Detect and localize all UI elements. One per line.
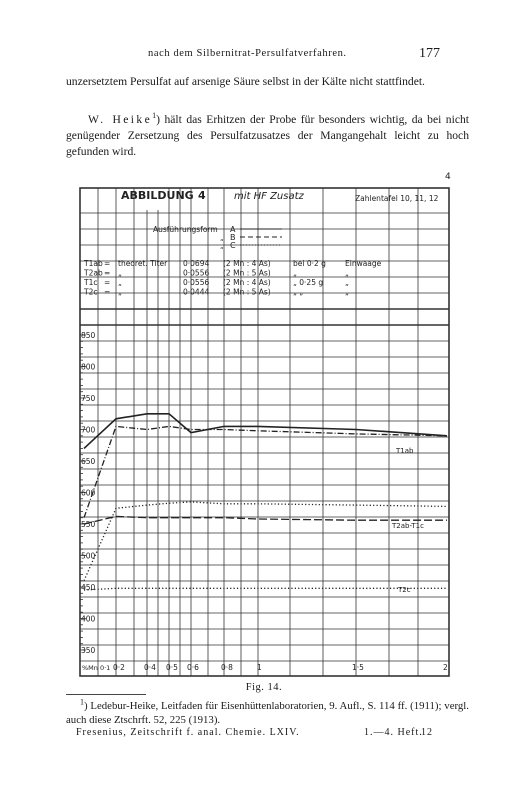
- figure-title-number: 4: [198, 189, 206, 202]
- legend-cell: „ „: [293, 287, 304, 297]
- figure-title: ABBILDUNG: [121, 189, 194, 202]
- legend-cell: =: [104, 268, 111, 278]
- x-tick-label: 0·4: [144, 663, 156, 672]
- y-tick-label: 800: [81, 362, 96, 372]
- issue-label: 1.—4. Heft.: [364, 727, 423, 738]
- x-tick-label: 0·2: [113, 663, 125, 672]
- curve-label-t2ab-t1c: T2ab-T1c: [392, 522, 424, 530]
- form-label: Ausführungsform: [153, 225, 218, 234]
- x-tick-label: 2: [443, 663, 448, 672]
- series-line: [84, 588, 447, 590]
- y-tick-label: 850: [81, 331, 96, 340]
- curve-label-t1ab: T1ab: [396, 447, 414, 455]
- ditto-b: „: [220, 234, 224, 242]
- x-tick-label: 0·5: [166, 663, 178, 672]
- x-tick-label: 0·8: [221, 663, 233, 672]
- page-number: 177: [419, 46, 440, 61]
- paragraph-2-text: ) hält das Erhitzen der Probe für besonders wichtig, da bei nicht genügender Zersetzung des Persulfatzusatzes der Mangangehalt leicht zu hoch gefunden wird.: [66, 113, 469, 159]
- legend-cell: T1c: [84, 278, 98, 287]
- legend-cell: „: [293, 268, 297, 278]
- legend-cell: „: [118, 268, 122, 278]
- legend-cell: =: [104, 287, 111, 297]
- y-tick-label: 550: [81, 520, 96, 529]
- table-reference: Zahlentafel 10, 11, 12: [355, 194, 439, 203]
- corner-mark: 4: [445, 172, 451, 182]
- legend-cell: =: [104, 278, 111, 287]
- figure-caption: Fig. 14.: [245, 682, 283, 693]
- figure-legend-block: [83, 172, 451, 297]
- footnote-ref: 1: [152, 111, 157, 121]
- legend-cell: bei 0·2 g: [293, 259, 326, 268]
- legend-cell: „ 0·25 g: [293, 278, 324, 287]
- ditto-c: „: [220, 242, 224, 250]
- x-tick-label: 0·6: [187, 663, 199, 672]
- form-b: B: [230, 233, 236, 242]
- legend-cell: T2c: [84, 287, 98, 297]
- journal-line: Fresenius, Zeitschrift f. anal. Chemie. LXIV.: [76, 727, 300, 738]
- running-title: nach dem Silbernitrat-Persulfatverfahren.: [148, 48, 347, 59]
- legend-cell: Einwaage: [345, 259, 382, 268]
- y-tick-label: 450: [81, 583, 96, 592]
- author-name: W. Heike: [88, 113, 153, 126]
- x-tick-label: 1: [257, 663, 262, 672]
- y-tick-label: 650: [81, 457, 96, 466]
- paragraph-1: unzersetztem Persulfat auf arsenige Säure selbst in der Kälte nicht stattfindet.: [66, 75, 425, 88]
- y-tick-label: 350: [81, 646, 96, 655]
- legend-cell: „: [345, 268, 349, 278]
- y-tick-label: 400: [81, 614, 96, 624]
- legend-cell: (2 Mn : 5 As): [223, 268, 271, 278]
- series-line: [84, 502, 447, 581]
- x-tick-label: %Mn 0·1: [82, 664, 111, 672]
- legend-cell: 0·0556: [183, 278, 210, 287]
- curve-label-t2c: T2c: [398, 586, 411, 594]
- legend-cell: 0·0556: [183, 268, 210, 278]
- form-a: A: [230, 225, 236, 234]
- legend-cell: (2 Mn : 5 As): [223, 287, 271, 297]
- form-c: C: [230, 241, 236, 250]
- y-tick-label: 600: [81, 488, 96, 498]
- footnote-mark: 1: [80, 697, 84, 707]
- legend-cell: (2 Mn : 4 As): [223, 259, 271, 268]
- footnote-text: ) Ledebur-Heike, Leitfaden für Eisenhüttenlaboratorien, 9. Aufl., S. 114 ff. (1911); vergl. auch diese Ztschrft. 52, 225 (1913).: [66, 700, 469, 726]
- y-tick-label: 700: [81, 425, 96, 435]
- legend-cell: =: [104, 259, 111, 268]
- footnote: [66, 699, 469, 727]
- legend-cell: 0·0694: [183, 259, 210, 268]
- legend-cell: „: [118, 278, 122, 287]
- footnote-rule: [66, 694, 146, 695]
- legend-cell: T1ab: [84, 259, 103, 268]
- legend-cell: theoret. Titer: [118, 259, 168, 268]
- y-tick-label: 750: [81, 394, 96, 403]
- legend-cell: „: [345, 287, 349, 297]
- legend-cell: (2 Mn : 4 As): [223, 278, 271, 287]
- legend-cell: 0·0444: [183, 287, 210, 297]
- legend-cell: „: [118, 287, 122, 297]
- x-tick-label: 1·5: [352, 663, 364, 672]
- legend-cell: „: [345, 278, 349, 287]
- signature-number: 12: [421, 727, 433, 738]
- y-tick-label: 500: [81, 551, 96, 561]
- legend-cell: T2ab: [84, 268, 103, 278]
- figure-title-extra: mit HF Zusatz: [234, 191, 304, 202]
